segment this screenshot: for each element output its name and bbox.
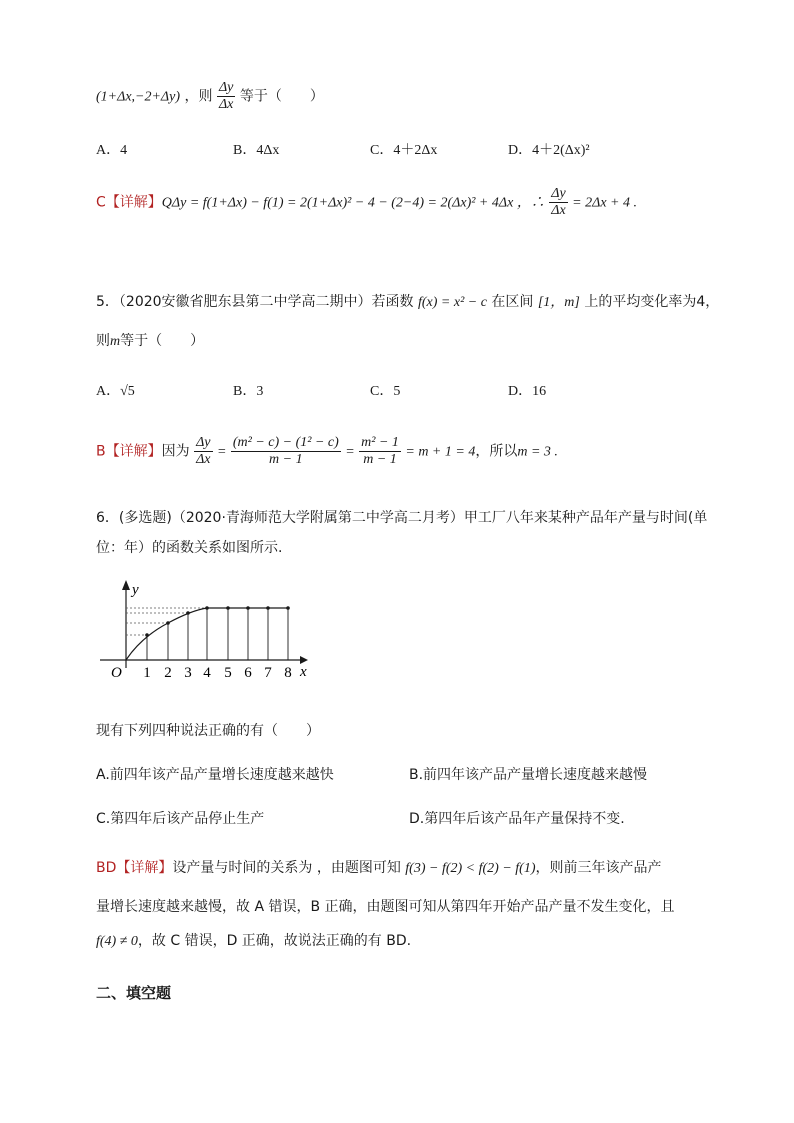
q4-answer-frac-num: Δy (551, 186, 566, 201)
graph-x-label: x (300, 664, 307, 680)
q6-answer-l1-pre: 设产量与时间的关系为 ，由题图可知 (172, 860, 401, 876)
q5-answer-pre: 因为 (161, 443, 190, 460)
q4-answer-frac-den: Δx (551, 203, 566, 218)
q6-answer-l3-end: ，故 C 错误，D 正确，故说法正确的有 BD. (137, 933, 412, 949)
q6-stem-line1: 6．(多选题)（2020·青海师范大学附属第二中学高二月考）甲工厂八年来某种产品年产量与时间(单 (96, 510, 708, 526)
q5-stem-line2 (96, 330, 204, 350)
q4-stem (96, 80, 324, 113)
q5-option-a: A．√5 (96, 384, 135, 399)
q5-answer-end: ，所以 (475, 443, 518, 460)
q6-answer-tag: BD【详解】 (96, 860, 173, 876)
q6-option-d: D.第四年后该产品年产量保持不变. (409, 811, 625, 827)
q5-answer-mid: = m + 1 = 4 (405, 444, 476, 460)
q4-answer-tag: C【详解】 (96, 194, 162, 211)
q5-line2-end: 等于（ ） (120, 333, 205, 349)
q4-stem-fraction (217, 80, 235, 113)
q5-answer-result: m = 3 . (517, 444, 558, 460)
q4-option-c: C．4＋2Δx (370, 143, 438, 158)
q6-option-a: A.前四年该产品产量增长速度越来越快 (96, 767, 334, 783)
q4-answer-end: = 2Δx + 4 . (572, 195, 637, 211)
y-axis-arrow-icon (122, 580, 130, 590)
q4-frac-den: Δx (218, 97, 234, 112)
q6-answer-l1-end: ，则前三年该产品产 (535, 860, 662, 876)
q5-line2-pre: 则 (96, 333, 110, 349)
q6-graph (96, 578, 316, 688)
tick-2: 2 (164, 665, 172, 681)
q6-answer-l1-math: f(3) − f(2) < f(2) − f(1) (405, 861, 536, 876)
q5-answer: B【详解】因为 $\frac{\Delta y}{\Delta x}$ = $\frac{\text{(m² − c) − (1² − c)}}{m - 1}$ = $\frac{\text{m² − 1}}{m - 1}$ = m + 1 = 4，所以m = 3 . (96, 435, 558, 467)
q4-frac-num: Δy (218, 80, 234, 95)
section-title: 二、填空题 (96, 984, 172, 1002)
q5-line1-mid: 在区间 (491, 294, 534, 310)
q6-prompt: 现有下列四种说法正确的有（ ） (96, 723, 320, 739)
q5-line1-end: 上的平均变化率为4， (584, 294, 720, 310)
q5-m: m (110, 334, 121, 349)
q6-answer-line3 (96, 930, 411, 950)
tick-4: 4 (203, 665, 211, 681)
q4-answer-fraction (549, 186, 567, 219)
q5-interval: [1，m] (537, 295, 580, 310)
q5-frac3-den: m − 1 (363, 452, 397, 467)
q4-answer (96, 186, 637, 219)
tick-5: 5 (224, 665, 232, 681)
tick-3: 3 (184, 665, 192, 681)
q4-option-b: B．4Δx (233, 143, 280, 158)
growth-curve (126, 608, 207, 660)
x-axis-arrow-icon (300, 656, 308, 664)
q5-option-c: C．5 (370, 384, 401, 399)
graph-y-label: y (132, 582, 139, 598)
q4-answer-body: QΔy = f(1+Δx) − f(1) = 2(1+Δx)² − 4 − (2−4) = 2(Δx)² + 4Δx ，∴ (161, 195, 545, 211)
q5-answer-frac2 (231, 435, 341, 468)
q5-frac1-den: Δx (196, 452, 211, 467)
tick-7: 7 (264, 665, 272, 681)
graph-ticks (143, 665, 292, 681)
q6-option-c: C.第四年后该产品停止生产 (96, 811, 265, 827)
q5-answer-frac3 (359, 435, 401, 468)
drop-lines (147, 608, 288, 660)
q4-option-d: D．4＋2(Δx)² (508, 143, 590, 158)
q5-function: f(x) = x² − c (418, 295, 487, 310)
tick-6: 6 (244, 665, 252, 681)
q5-frac2-num: (m² − c) − (1² − c) (232, 435, 339, 450)
q6-option-b: B.前四年该产品产量增长速度越来越慢 (409, 767, 648, 783)
q5-option-d: D．16 (508, 384, 547, 399)
q6-stem-line2: 位：年）的函数关系如图所示. (96, 540, 283, 556)
q6-answer-line2: 量增长速度越来越慢，故 A 错误，B 正确，由题图可知从第四年开始产品产量不发生变化，且 (96, 899, 675, 915)
q5-option-b: B．3 (233, 384, 264, 399)
graph-origin-label: O (111, 665, 122, 681)
q5-answer-frac1 (194, 435, 212, 468)
q5-frac2-den: m − 1 (269, 452, 303, 467)
q5-stem-line1 (96, 291, 719, 311)
q6-answer-line1 (96, 857, 662, 877)
q5-answer-tag: B【详解】 (96, 443, 162, 460)
q4-stem-mid: ，则 (184, 88, 213, 105)
q4-stem-end: 等于（ ） (239, 88, 324, 105)
q4-option-a: A．4 (96, 143, 128, 158)
q6-answer-l3-math: f(4) ≠ 0 (96, 934, 138, 949)
tick-1: 1 (143, 665, 151, 681)
q5-line1-pre: 5．（2020安徽省肥东县第二中学高二期中）若函数 (96, 294, 414, 310)
tick-8: 8 (284, 665, 292, 681)
q4-point: (1+Δx,−2+Δy) (96, 89, 181, 105)
q5-frac1-num: Δy (196, 435, 211, 450)
q5-frac3-num: m² − 1 (361, 435, 399, 450)
